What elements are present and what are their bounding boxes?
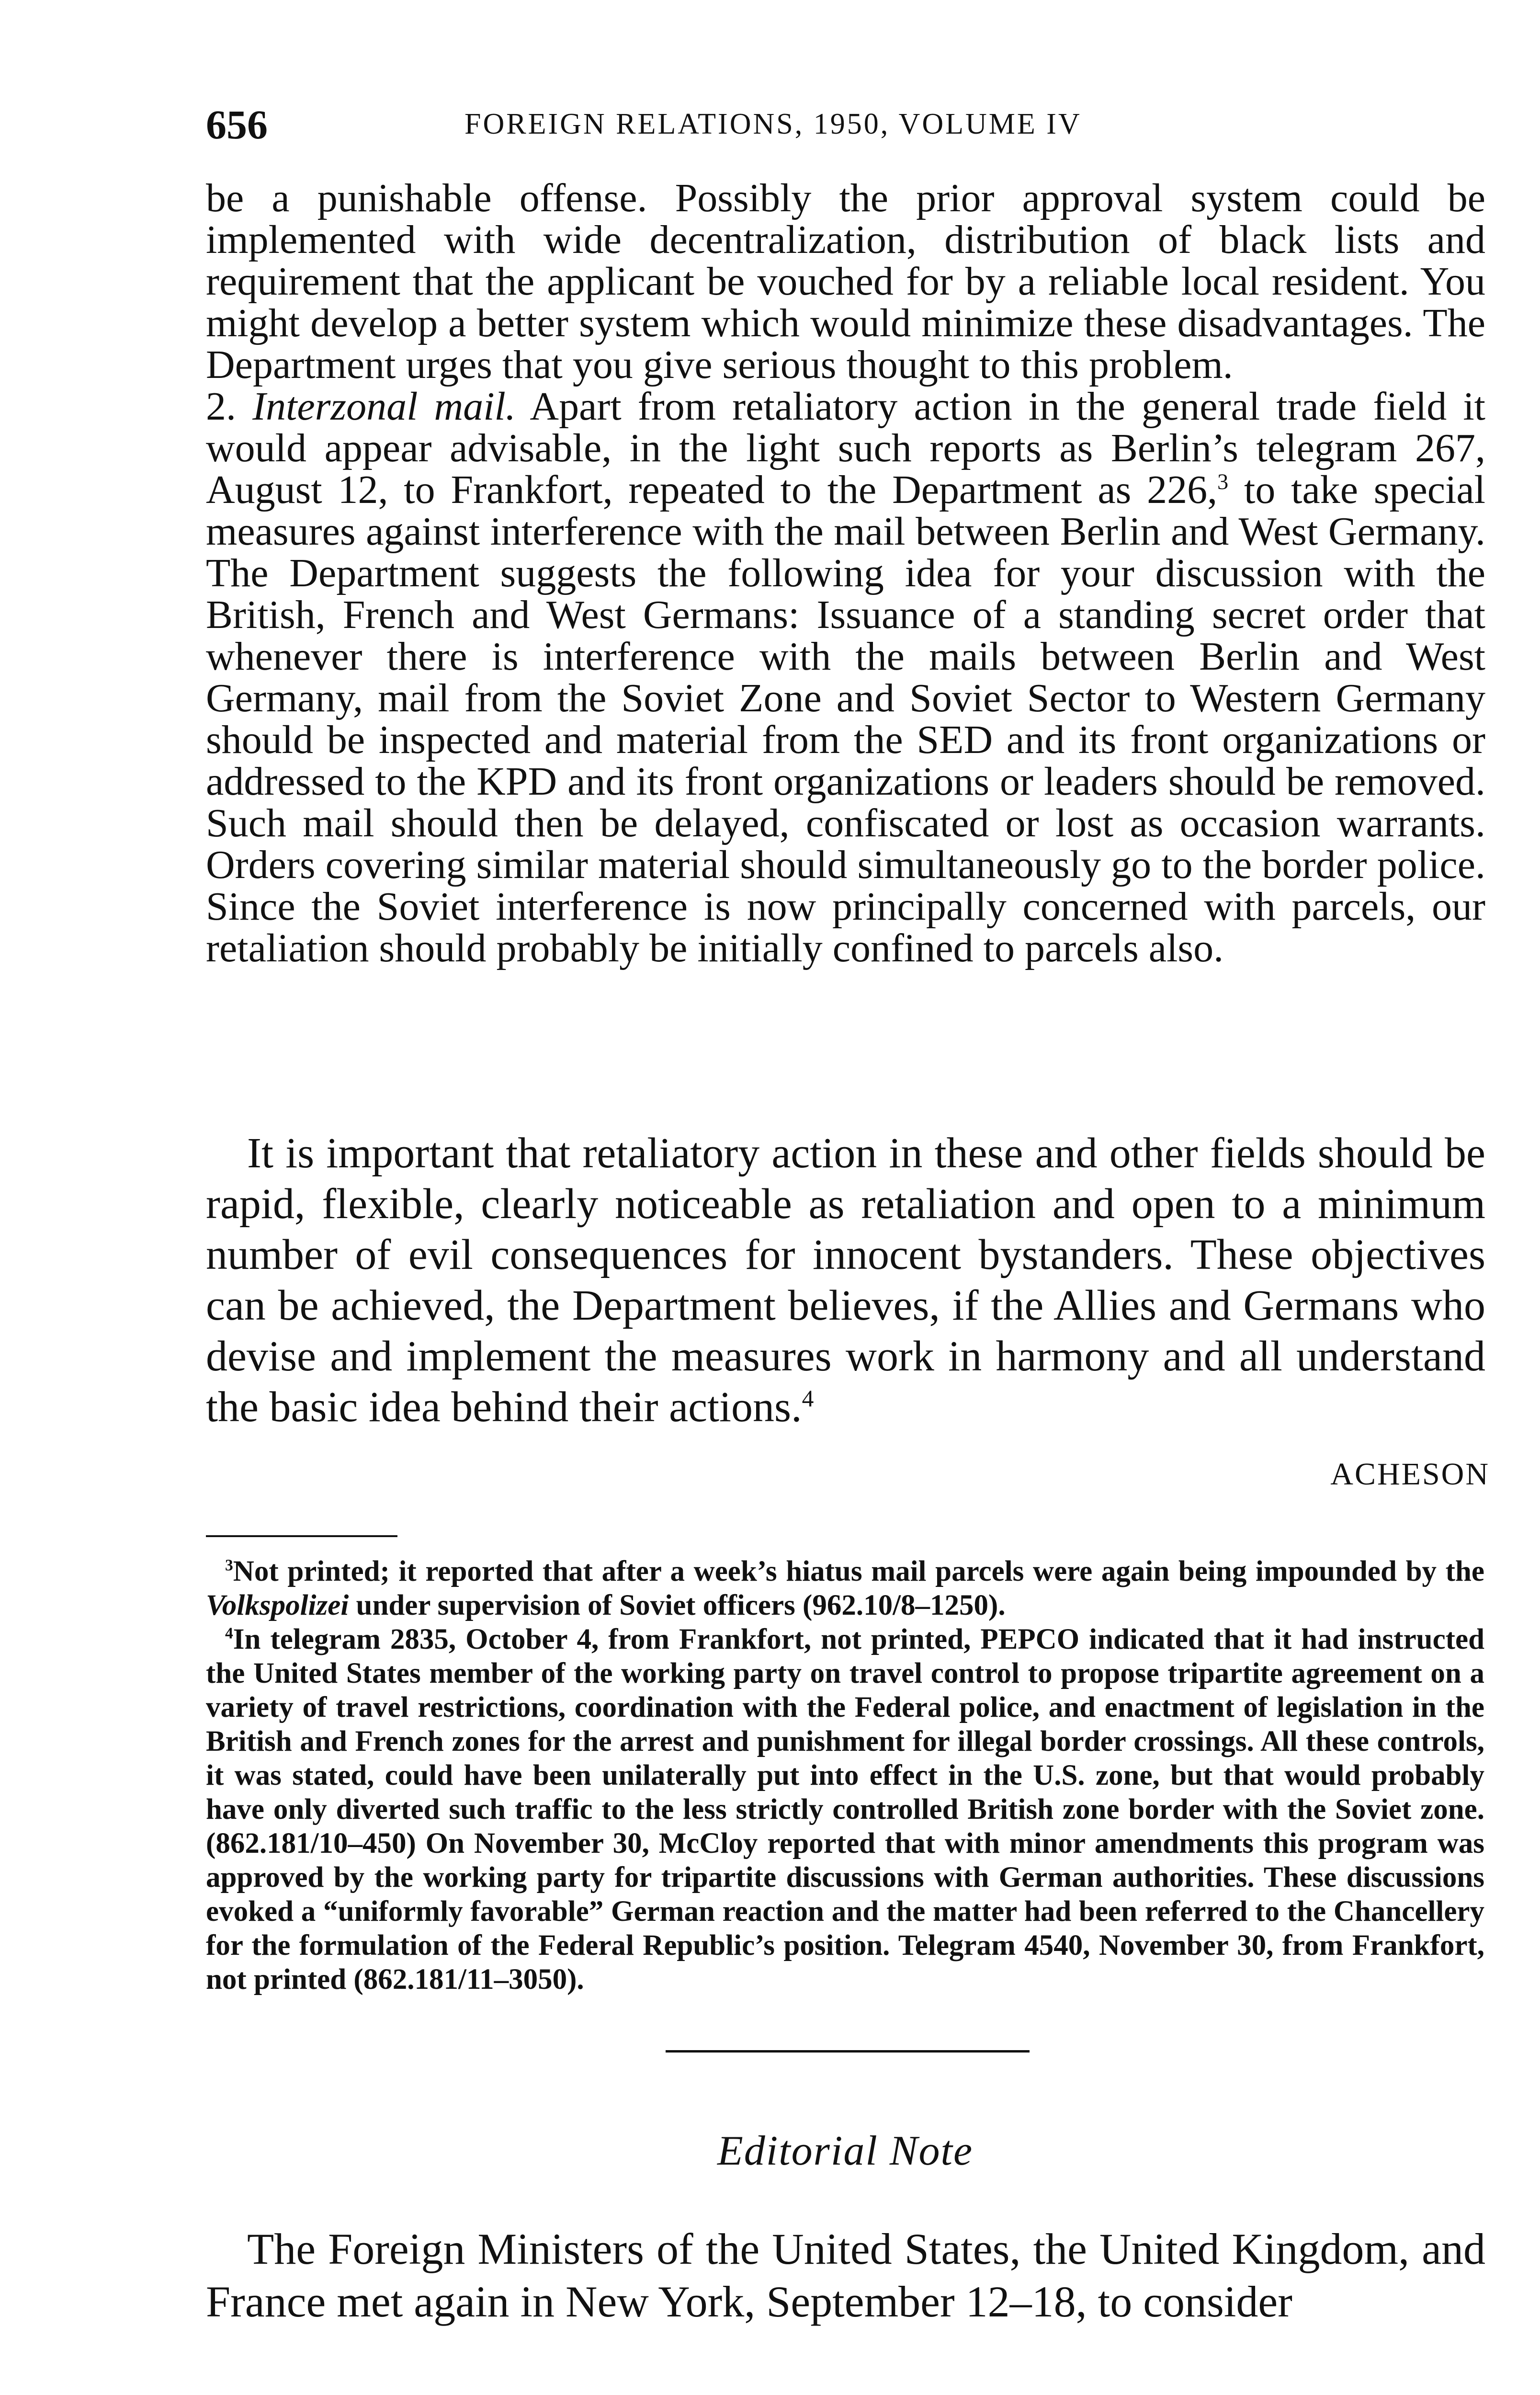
item-text-a: Apart from retaliatory action in the general trade field it would appear advisable, in the light such reports as Berlin’s telegram 267, August 12, to Frankfort, repeated to the Department as 226, — [206, 384, 1486, 512]
editorial-note-title: Editorial Note — [717, 2128, 973, 2174]
page-number: 656 — [206, 102, 268, 148]
item-number: 2. — [206, 384, 236, 429]
paragraph-prior-approval: be a punishable offense. Possibly the prior approval system could be implemented with wide decentralization, distribution of black lists and requirement that the applicant be vouched for by a reliable local resident. You might develop a better system which would minimize these disadvantages. The Department urges that you give serious thought to this problem. — [206, 176, 1485, 387]
footnote-divider — [206, 1535, 397, 1537]
running-head: FOREIGN RELATIONS, 1950, VOLUME IV — [464, 108, 1082, 140]
section-divider — [666, 2050, 1030, 2053]
footnote-4: $^4$In telegram 2835, October 4, from Frankfort, not printed, PEPCO indicated that it had instructed the United States member of the working party on travel control to propose tripartite agreement on a variety of travel restrictions, coordination with the Federal police, and enactment of legislation in the British and French zones for the arrest and punishment for illegal border crossings. All these controls, it was stated, could have been unilaterally put into effect in the U.S. zone, but that would probably have only diverted such traffic to the less strictly controlled British zone border with the Soviet zone. (862.181/10–450) On November 30, McCloy reported that with minor amendments this program was approved by the working party for tripartite discussions with German authorities. These discussions evoked a “uniformly favorable” German reaction and the matter had been referred to the Chancellery for the formulation of the Federal Republic’s position. Telegram 4540, November 30, from Frankfort, not printed (862.181/11–3050). — [206, 1623, 1484, 1996]
footnote-ref-4: 4 — [802, 1385, 814, 1412]
footnote-mark: 4 — [225, 1624, 233, 1642]
telegram-body — [206, 177, 1485, 969]
editorial-note-text: The Foreign Ministers of the United States, the United Kingdom, and France met again in New York, September 12–18, to consider — [206, 2224, 1485, 2326]
item-heading: Interzonal mail. — [252, 384, 516, 429]
footnote-ref-3: 3 — [1217, 469, 1229, 494]
footnotes — [206, 1554, 1484, 1996]
paragraph-text: It is important that retaliatory action in these and other fields should be rapid, flexible, clearly noticeable as retaliation and open to a minimum number of evil consequences for innocent bystanders. These objectives can be achieved, the Department believes, if the Allies and Germans who devise and implement the measures work in harmony and all understand the basic idea behind their actions. — [206, 1129, 1485, 1431]
paragraph-interzonal-mail — [206, 386, 1485, 969]
paragraph-retaliatory-action — [206, 1128, 1485, 1433]
page-header — [206, 101, 1484, 153]
item-text-b: to take special measures against interference with the mail between Berlin and West Germany. The Department suggests the following idea for your discussion with the British, French and West Germans: Issuance of a standing secret order that whenever there is interference with the mails between Berlin and West Germany, mail from the Soviet Zone and Soviet Sector to Western Germany should be inspected and material from the SED and its front organizations or addressed to the KPD and its front organizations or leaders should be removed. Such mail should then be delayed, confiscated or lost as occasion warrants. Orders covering similar material should simultaneously go to the border police. Since the Soviet interference is now principally concerned with parcels, our retaliation should probably be initially confined to parcels also. — [206, 468, 1486, 970]
signature: ACHESON — [1330, 1457, 1490, 1492]
footnote-3: $^3$Not printed; it reported that after a week’s hiatus mail parcels were again being impounded by the Volkspolizei under supervision of Soviet officers (962.10/8–1250). — [206, 1555, 1484, 1621]
footnote-mark: 3 — [225, 1556, 233, 1574]
